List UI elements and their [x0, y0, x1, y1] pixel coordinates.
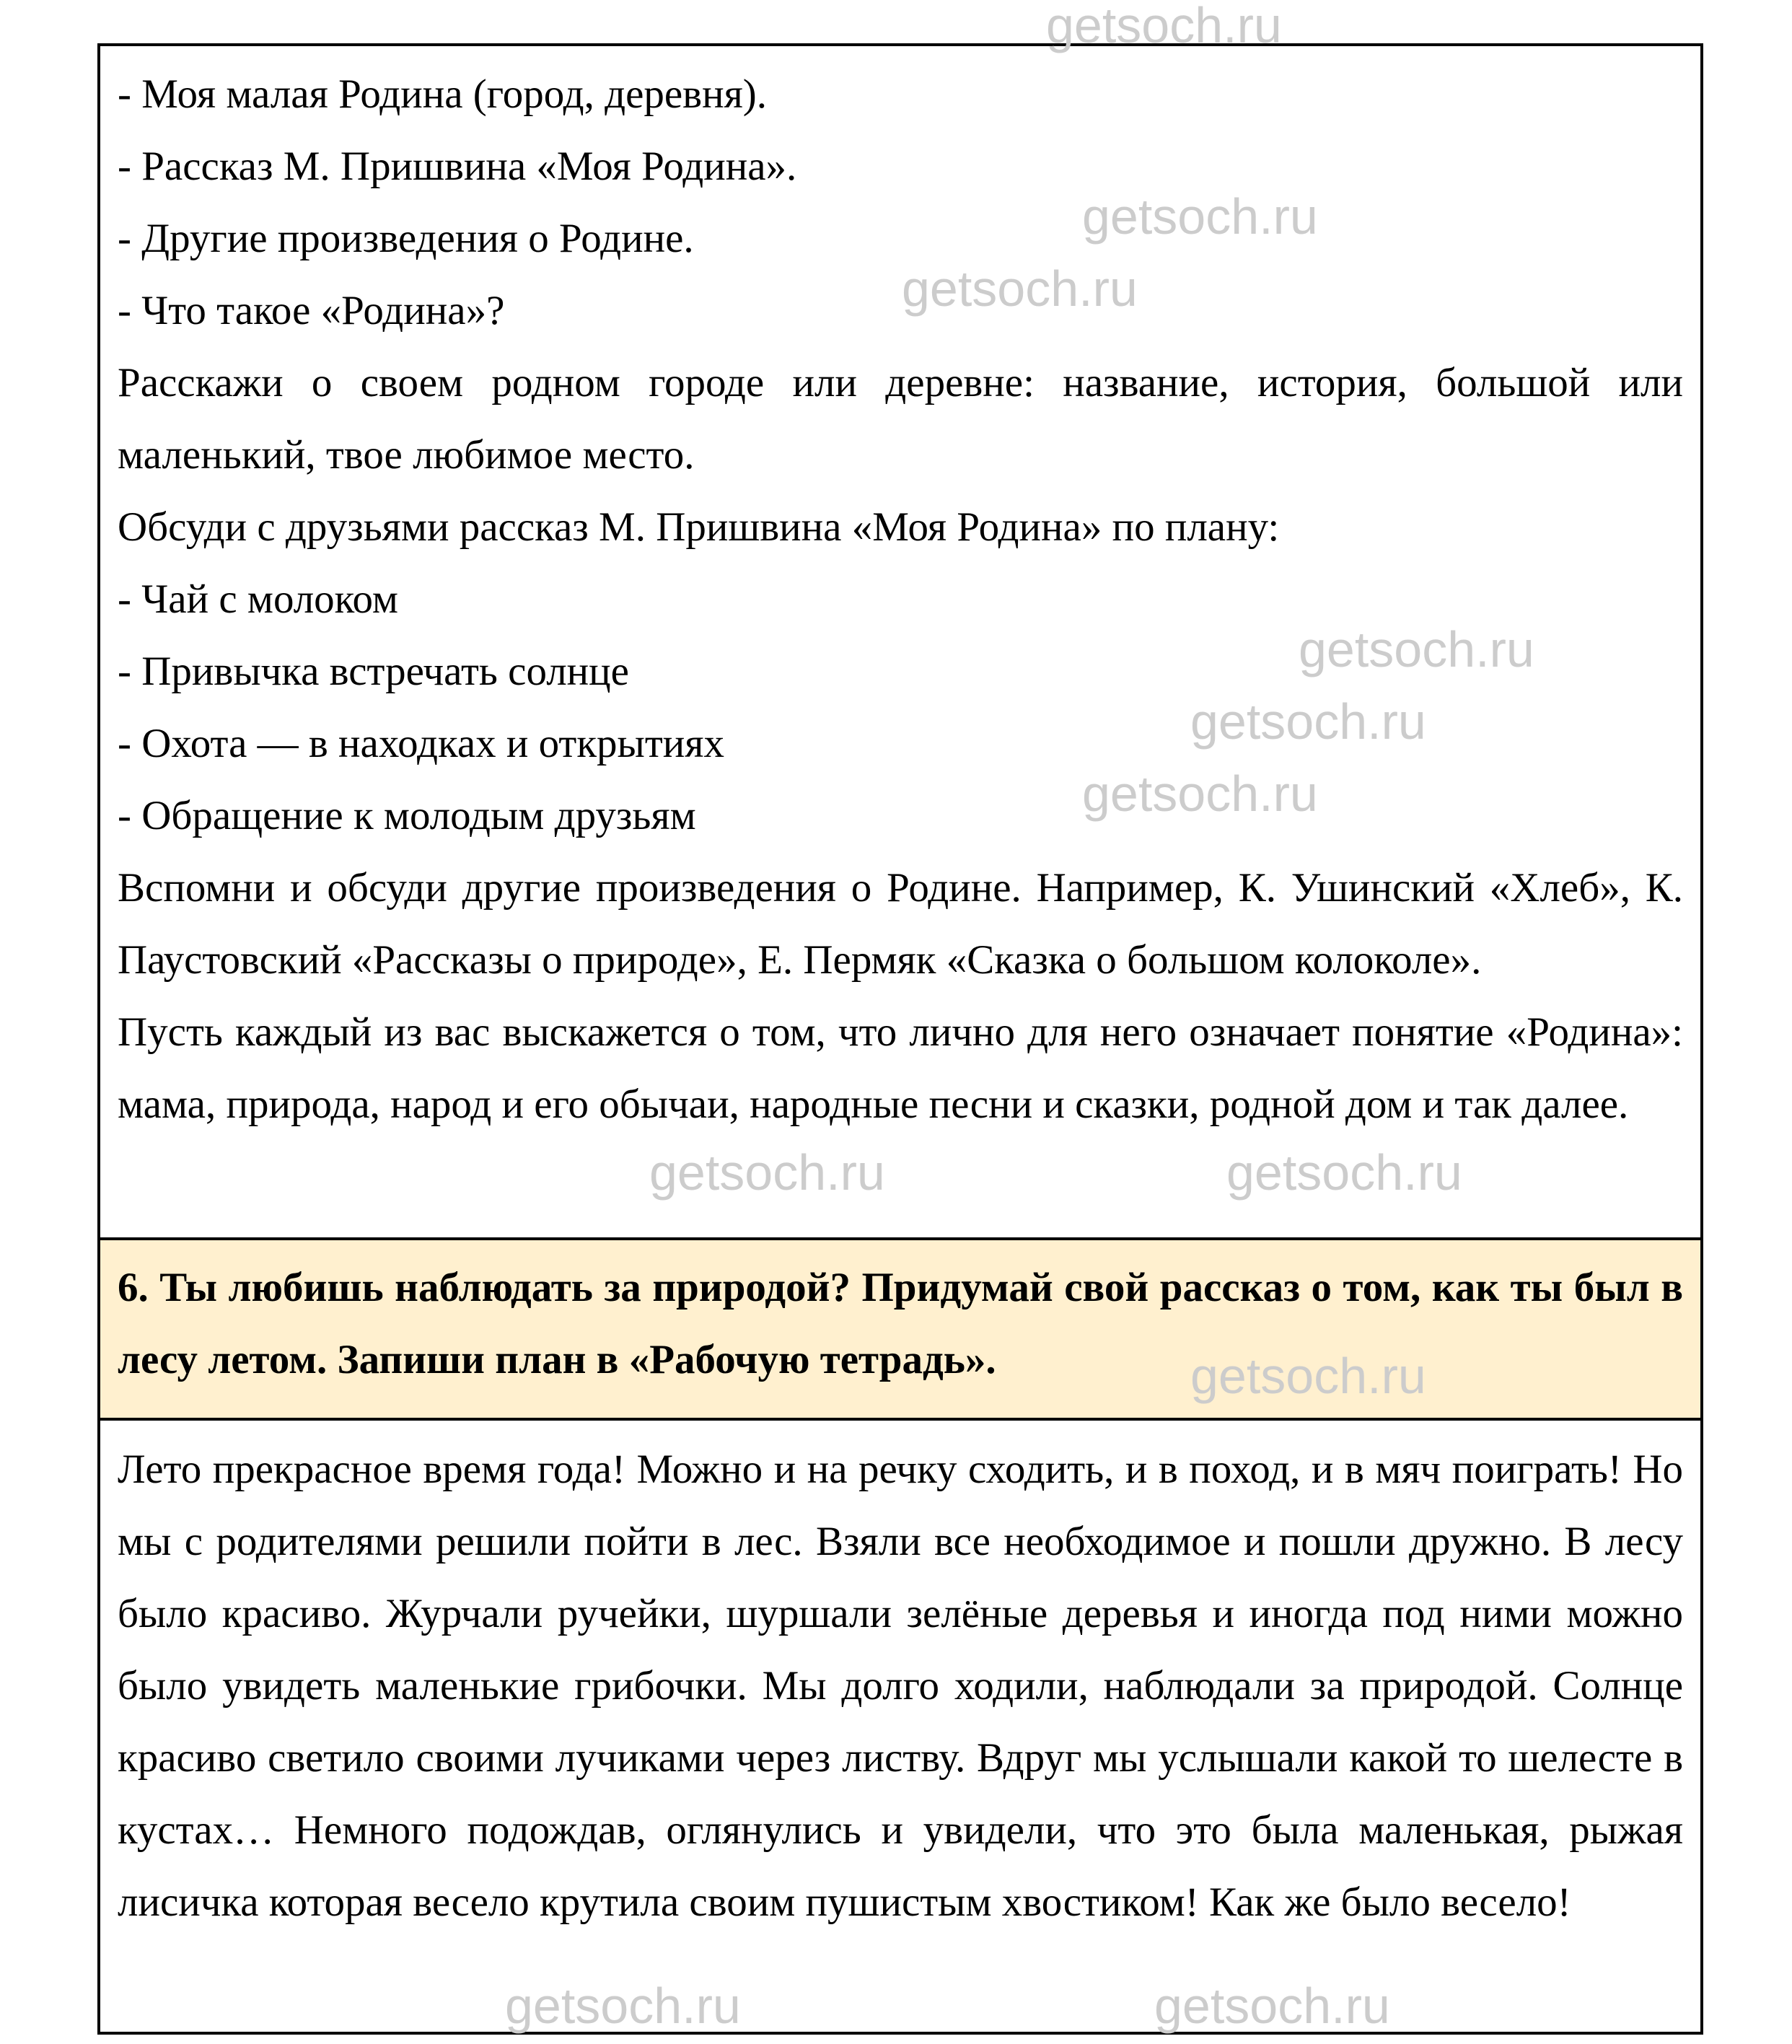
answer-text: Лето прекрасное время года! Можно и на речку сходить, и в поход, и в мяч поиграть! Но мы с родителями решили пойти в лес. Взяли все необходимое и пошли дружно. В лесу было красиво. Журчали ручейки, шуршали зелёные деревья и иногда под ними можно было увидеть маленькие грибочки. Мы долго ходили, наблюдали за природой. Солнце красиво светило своими лучиками через листву. Вдруг мы услышали какой то шелесте в кустах… Немного подождав, оглянулись и увидели, что это была маленькая, рыжая лисичка которая весело крутила своим пушистым хвостиком! Как же было весело!: [118, 1447, 1683, 1925]
content-table: [97, 43, 1703, 2035]
watermark: getsoch.ru: [649, 1144, 885, 1201]
plan-item: - Что такое «Родина»?: [118, 288, 505, 333]
plan-item: - Моя малая Родина (город, деревня).: [118, 71, 768, 117]
answer-cell: [100, 1418, 1700, 2032]
watermark: getsoch.ru: [1190, 693, 1426, 750]
watermark: getsoch.ru: [505, 1978, 741, 2034]
paragraph-meaning: Пусть каждый из вас выскажется о том, что лично для него означает понятие «Родина»: мама, природа, народ и его обычаи, народные песни и сказки, родной дом и так далее.: [118, 1009, 1683, 1127]
plan-item: - Другие произведения о Родине.: [118, 216, 694, 261]
plan-item: - Рассказ М. Пришвина «Моя Родина».: [118, 144, 797, 189]
paragraph-other-works: Вспомни и обсуди другие произведения о Родине. Например, К. Ушинский «Хлеб», К. Паустовский «Рассказы о природе», Е. Пермяк «Сказка о большом колоколе».: [118, 865, 1683, 983]
task-heading: 6. Ты любишь наблюдать за природой? Придумай свой рассказ о том, как ты был в лесу летом. Запиши план в «Рабочую тетрадь».: [118, 1265, 1683, 1382]
story-plan-item: - Чай с молоком: [118, 576, 398, 622]
watermark: getsoch.ru: [1190, 1348, 1426, 1404]
story-plan-item: - Охота — в находках и открытиях: [118, 721, 724, 766]
task-cell: [100, 1237, 1700, 1418]
watermark: getsoch.ru: [1082, 188, 1318, 245]
watermark: getsoch.ru: [1082, 766, 1318, 822]
story-plan-item: - Привычка встречать солнце: [118, 649, 629, 694]
watermark: getsoch.ru: [1046, 0, 1282, 53]
watermark: getsoch.ru: [1154, 1978, 1390, 2034]
watermark: getsoch.ru: [902, 260, 1138, 317]
paragraph-discuss: Обсуди с друзьями рассказ М. Пришвина «Моя Родина» по плану:: [118, 504, 1280, 550]
intro-cell: [100, 46, 1700, 1237]
watermark: getsoch.ru: [1226, 1144, 1462, 1201]
watermark: getsoch.ru: [1299, 621, 1534, 677]
story-plan-item: - Обращение к молодым друзьям: [118, 793, 696, 838]
paragraph-hometown: Расскажи о своем родном городе или деревне: название, история, большой или маленький, твое любимое место.: [118, 360, 1683, 478]
